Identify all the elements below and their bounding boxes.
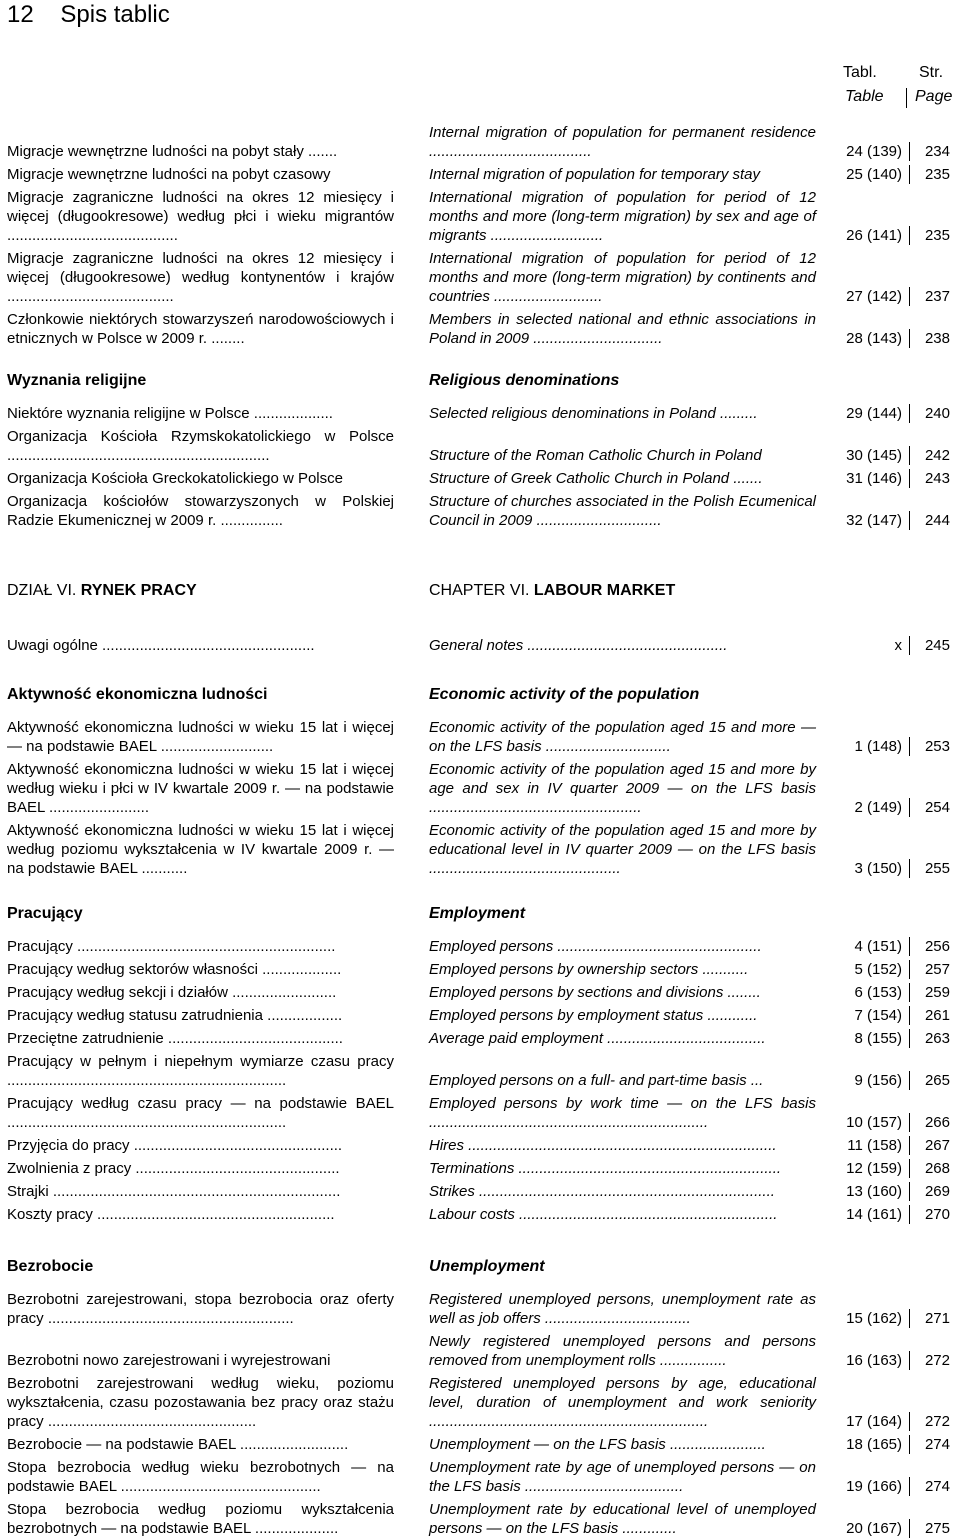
toc-row[interactable] [0,1182,960,1201]
page-header [7,0,170,30]
toc-row[interactable] [0,636,960,655]
toc-entry-en: Newly registered unemployed persons and persons removed from unemployment rolls ................ [429,1333,816,1369]
toc-row[interactable] [0,983,960,1002]
toc-entry-en: Structure of the Roman Catholic Church in Poland [429,447,762,464]
toc-row[interactable] [0,1332,960,1370]
toc-row[interactable] [0,1159,960,1178]
table-number: 24 (139) [846,143,902,160]
activity-section [0,685,960,878]
toc-row[interactable] [0,937,960,956]
toc-row[interactable] [0,249,960,306]
page-number-ref: 270 [924,1206,950,1223]
toc-entry-en: International migration of population for period of 12 months and more (long-term migration) by sex and age of migrants ........................... [429,189,816,244]
column-divider [906,88,907,108]
toc-row[interactable] [0,1136,960,1155]
table-number: 3 (150) [854,860,902,877]
toc-entry-en: Internal migration of population for permanent residence ....................................... [429,124,816,160]
toc-row[interactable] [0,310,960,348]
toc-entry-en: Unemployment rate by educational level of unemployed persons — on the LFS basis ............. [429,1501,816,1537]
toc-entry-en: Unemployment rate by age of unemployed persons — on the LFS basis ...................................... [429,1459,816,1495]
toc-entry-pl: Bezrobotni zarejestrowani według wieku, poziomu wykształcenia, czasu pozostawania bez pracy oraz stażu pracy .................................................. [7,1375,394,1430]
table-number: 18 (165) [846,1436,902,1453]
section-title-en: Unemployment [429,1258,545,1275]
toc-entry-en: Employed persons by employment status ............ [429,1007,758,1024]
toc-entry-en: Economic activity of the population aged 15 and more by educational level in IV quarter 2009 — on the LFS basis .............................................. [429,822,816,877]
toc-entry-pl: Pracujący w pełnym i niepełnym wymiarze czasu pracy ................................................................... [7,1053,394,1089]
table-number: 15 (162) [846,1310,902,1327]
table-number: 30 (145) [846,447,902,464]
table-number: 20 (167) [846,1520,902,1537]
page-number-ref: 272 [924,1352,950,1369]
general-notes-section [0,636,960,655]
table-number: 7 (154) [854,1007,902,1024]
page-number-ref: 274 [924,1478,950,1495]
page-number-ref: 245 [924,637,950,654]
table-number: 2 (149) [854,799,902,816]
page-number-ref: 256 [924,938,950,955]
page-number-ref: 240 [924,405,950,422]
toc-row[interactable] [0,1029,960,1048]
page-number-ref: 259 [924,984,950,1001]
toc-entry-pl: Przyjęcia do pracy .................................................. [7,1137,343,1154]
table-number: 6 (153) [854,984,902,1001]
page-number-ref: 274 [924,1436,950,1453]
toc-entry-pl: Organizacja kościołów stowarzyszonych w Polskiej Radzie Ekumenicznej w 2009 r. ............... [7,493,394,529]
toc-entry-pl: Pracujący według sektorów własności ................... [7,961,342,978]
toc-entry-pl: Organizacja Kościoła Greckokatolickiego w Polsce [7,470,343,487]
section-title [0,371,960,390]
page-number-ref: 234 [924,143,950,160]
page-number: 12 [7,1,34,28]
toc-row[interactable] [0,1094,960,1132]
section-title-pl: Pracujący [7,905,83,922]
page-number-ref: 271 [924,1310,950,1327]
table-number: 10 (157) [846,1114,902,1131]
toc-entry-pl: Pracujący .............................................................. [7,938,336,955]
table-number: 32 (147) [846,512,902,529]
page-title: Spis tablic [60,1,170,28]
section-title-pl: Wyznania religijne [7,372,147,389]
toc-entry-pl: Zwolnienia z pracy ................................................. [7,1160,340,1177]
table-number: 29 (144) [846,405,902,422]
chapter-name-pl: RYNEK PRACY [80,582,197,599]
page-number-ref: 272 [924,1413,950,1430]
section-title-pl: Aktywność ekonomiczna ludności [7,686,268,703]
toc-entry-pl: Pracujący według sekcji i działów ......................... [7,984,337,1001]
page-number-ref: 254 [924,799,950,816]
toc-row[interactable] [0,1205,960,1224]
page-number-ref: 263 [924,1030,950,1047]
page-number-ref: 268 [924,1160,950,1177]
toc-row[interactable] [0,1052,960,1090]
table-number: 4 (151) [854,938,902,955]
toc-entry-en: Labour costs .............................................................. [429,1206,778,1223]
page-number-ref: 267 [924,1137,950,1154]
chapter-name-en: LABOUR MARKET [533,582,676,599]
page-number-ref: 266 [924,1114,950,1131]
section-title-en: Religious denominations [429,372,620,389]
page-number-ref: 235 [924,166,950,183]
table-number: 11 (158) [847,1137,902,1154]
toc-entry-en: Employed persons by work time — on the LFS basis ................................................................... [429,1095,816,1131]
toc-row[interactable] [0,760,960,817]
table-number: x [894,637,902,654]
toc-row[interactable] [0,469,960,488]
toc-row[interactable] [0,718,960,756]
column-header-tabl: Tabl. [843,64,877,81]
table-number: 12 (159) [846,1160,902,1177]
toc-entry-en: Selected religious denominations in Poland ......... [429,405,758,422]
toc-entry-pl: Bezrobotni zarejestrowani, stopa bezrobocia oraz oferty pracy ........................................................... [7,1291,394,1327]
employment-section [0,904,960,1224]
section-title-pl: Bezrobocie [7,1258,94,1275]
toc-entry-en: Registered unemployed persons by age, educational level, duration of unemployment and work seniority ................................................................... [429,1375,816,1430]
toc-entry-pl: Aktywność ekonomiczna ludności w wieku 15 lat i więcej według poziomu wykształcenia w IV kwartale 2009 r. — na podstawie BAEL ........... [7,822,394,877]
toc-entry-pl: Przeciętne zatrudnienie .......................................... [7,1030,343,1047]
page-number-ref: 275 [924,1520,950,1537]
toc-entry-en: Structure of Greek Catholic Church in Poland ....... [429,470,763,487]
toc-entry-en: Members in selected national and ethnic associations in Poland in 2009 ............................... [429,311,816,347]
unemployment-section [0,1257,960,1538]
page-number-ref: 255 [924,860,950,877]
table-number: 13 (160) [846,1183,902,1200]
table-number: 19 (166) [846,1478,902,1495]
toc-entry-en: International migration of population for period of 12 months and more (long-term migration) by continents and countries .......................... [429,250,816,305]
table-number: 9 (156) [854,1072,902,1089]
table-number: 5 (152) [854,961,902,978]
toc-row[interactable] [0,404,960,423]
toc-entry-en: Strikes ....................................................................... [429,1183,775,1200]
toc-entry-en: Economic activity of the population aged 15 and more by age and sex in IV quarter 2009 — on the LFS basis ................................................... [429,761,816,816]
section-title-en: Employment [429,905,526,922]
toc-row[interactable] [0,1458,960,1496]
toc-entry-en: Internal migration of population for temporary stay [429,166,761,183]
table-number: 25 (140) [846,166,902,183]
toc-entry-pl: Koszty pracy ......................................................... [7,1206,335,1223]
toc-entry-en: Average paid employment ...................................... [429,1030,766,1047]
toc-entry-pl: Pracujący według statusu zatrudnienia .................. [7,1007,343,1024]
toc-row[interactable] [0,1500,960,1538]
toc-row[interactable] [0,960,960,979]
page-number-ref: 243 [924,470,950,487]
toc-entry-pl: Bezrobocie — na podstawie BAEL .......................... [7,1436,349,1453]
toc-row[interactable] [0,123,960,161]
toc-entry-pl: Stopa bezrobocia według wieku bezrobotnych — na podstawie BAEL ................................................ [7,1459,394,1495]
toc-entry-en: Structure of churches associated in the Polish Ecumenical Council in 2009 .............................. [429,493,816,529]
section-title-en: Economic activity of the population [429,686,700,703]
page-number-ref: 235 [924,227,950,244]
chapter-prefix-en: CHAPTER VI. [429,582,534,599]
toc-entry-pl: Członkowie niektórych stowarzyszeń narodowościowych i etnicznych w Polsce w 2009 r. ........ [7,311,394,347]
page-number-ref: 237 [924,288,950,305]
toc-entry-pl: Uwagi ogólne ................................................... [7,637,315,654]
toc-row[interactable] [0,1435,960,1454]
toc-entry-pl: Stopa bezrobocia według poziomu wykształcenia bezrobotnych — na podstawie BAEL .................... [7,1501,394,1537]
toc-row[interactable] [0,1374,960,1431]
toc-entry-pl: Migracje wewnętrzne ludności na pobyt czasowy [7,166,331,183]
page-number-ref: 253 [924,738,950,755]
table-number: 14 (161) [846,1206,902,1223]
table-number: 28 (143) [846,330,902,347]
toc-entry-pl: Pracujący według czasu pracy — na podstawie BAEL ................................................................... [7,1095,394,1131]
column-header-page: Page [915,88,953,105]
toc-entry-en: Unemployment — on the LFS basis ....................... [429,1436,766,1453]
toc-entry-en: Economic activity of the population aged 15 and more — on the LFS basis .............................. [429,719,816,755]
chapter-prefix-pl: DZIAŁ VI. [7,582,81,599]
toc-entry-pl: Migracje zagraniczne ludności na okres 12 miesięcy i więcej (długookresowe) według płci i wieku migrantów ......................................... [7,189,394,244]
toc-row[interactable] [0,492,960,530]
toc-entry-pl: Bezrobotni nowo zarejestrowani i wyrejestrowani [7,1352,331,1369]
toc-entry-pl: Aktywność ekonomiczna ludności w wieku 15 lat i więcej według wieku i płci w IV kwartale 2009 r. — na podstawie BAEL ........................ [7,761,394,816]
toc-entry-pl: Aktywność ekonomiczna ludności w wieku 15 lat i więcej — na podstawie BAEL ........................... [7,719,394,755]
migration-section [0,123,960,348]
toc-row[interactable] [0,1006,960,1025]
toc-row[interactable] [0,188,960,245]
column-header-table: Table [845,88,884,105]
toc-entry-pl: Organizacja Kościoła Rzymskokatolickiego w Polsce ............................................................... [7,428,394,464]
toc-entry-pl: Migracje wewnętrzne ludności na pobyt stały ....... [7,143,338,160]
toc-entry-en: Terminations ............................................................... [429,1160,782,1177]
toc-entry-pl: Migracje zagraniczne ludności na okres 12 miesięcy i więcej (długookresowe) według kontynentów i krajów ........................................ [7,250,394,305]
page-number-ref: 257 [924,961,950,978]
page-number-ref: 265 [924,1072,950,1089]
page-number-ref: 242 [924,447,950,464]
table-number: 1 (148) [854,738,902,755]
toc-entry-en: Employed persons by sections and divisions ........ [429,984,761,1001]
toc-row[interactable] [0,1290,960,1328]
toc-entry-pl: Niektóre wyznania religijne w Polsce ................... [7,405,333,422]
section-title [0,1257,960,1276]
toc-entry-en: Employed persons ................................................. [429,938,762,955]
table-number: 16 (163) [846,1352,902,1369]
toc-entry-en: Registered unemployed persons, unemployment rate as well as job offers ................................... [429,1291,816,1327]
page-number-ref: 261 [924,1007,950,1024]
table-number: 8 (155) [854,1030,902,1047]
section-title [0,685,960,704]
toc-entry-en: Employed persons by ownership sectors ........... [429,961,749,978]
page-number-ref: 269 [924,1183,950,1200]
religion-section [0,371,960,530]
table-number: 17 (164) [846,1413,902,1430]
column-header-str: Str. [919,64,944,81]
column-headers [0,62,960,112]
toc-row[interactable] [0,821,960,878]
page-number-ref: 238 [924,330,950,347]
toc-row[interactable] [0,165,960,184]
toc-entry-en: Hires .......................................................................... [429,1137,777,1154]
toc-entry-en: Employed persons on a full- and part-time basis ... [429,1072,764,1089]
table-number: 27 (142) [846,288,902,305]
toc-entry-pl: Strajki ..................................................................... [7,1183,341,1200]
toc-row[interactable] [0,427,960,465]
section-title [0,904,960,923]
page-number-ref: 244 [924,512,950,529]
toc-entry-en: General notes ................................................ [429,637,728,654]
table-number: 26 (141) [846,227,902,244]
table-number: 31 (146) [846,470,902,487]
chapter-heading [0,581,960,600]
